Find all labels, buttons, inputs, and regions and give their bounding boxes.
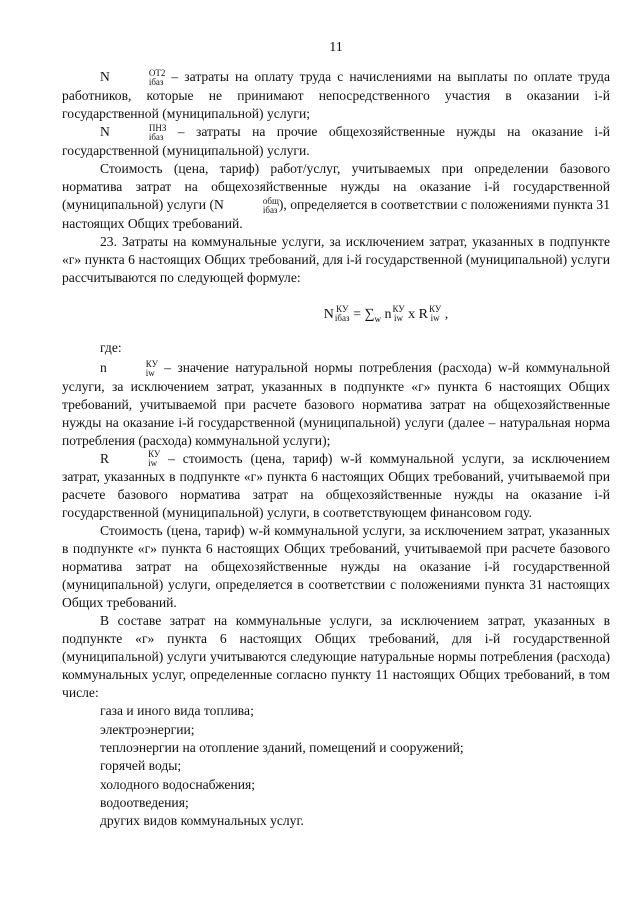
paragraph-23: 23. Затраты на коммунальные услуги, за исключением затрат, указанных в подпункте «г» пункта 6 настоящих Общих требований, для i-й государственной (муниципальной) услуги рассчитываются по следующей формуле: (62, 233, 610, 285)
symbol-base: R (100, 450, 110, 466)
symbol-sup: общ (262, 195, 279, 206)
symbol-base: N (100, 123, 110, 139)
formula-n: n (380, 306, 392, 322)
symbol-n-pnz (100, 122, 167, 142)
paragraph-general-cost (62, 160, 610, 233)
paragraph-text: – затраты на оплату труда с начислениями на выплаты по оплате труда работников, которые не принимают непосредственного участия в оказании i-й государственной (муниципальной) услуги; (62, 69, 610, 121)
where-label: где: (100, 339, 122, 355)
symbol-sub: iбаз (148, 131, 164, 142)
paragraph-text: – затраты на прочие общехозяйственные нужды на оказание i-й государственной (муниципальной) услуги. (62, 123, 610, 158)
symbol-sup: КУ (148, 449, 161, 460)
symbol-sup: КУ (145, 358, 158, 369)
symbol-sup: ПНЗ (148, 122, 167, 133)
symbol-sub: iбаз (262, 204, 278, 215)
list-item: водоотведения; (100, 794, 189, 810)
formula-times: x (404, 306, 419, 322)
paragraph-text: – стоимость (цена, тариф) w-й коммунальной услуги, за исключением затрат, указанных в подпункте «г» пункта 6 настоящих Общих требований, учитываемой при расчете базового норматива затрат на общехозяйственные нужды на оказание i-й государственной (муниципальной) услуги, в соответствующем финансовом году. (62, 450, 610, 521)
page-number: 11 (329, 40, 343, 55)
utility-list (62, 702, 610, 830)
symbol-n-ot2 (100, 67, 166, 87)
formula-end: , (441, 306, 449, 322)
symbol-n-ku (100, 358, 158, 378)
formula-sum-index: w (374, 313, 381, 324)
paragraph-text: – значение натуральной нормы потребления (расхода) w-й коммунальной услуги, за исключением затрат, указанных в подпункте «г» пункта 6 настоящих Общих требований, учитываемой при расчете базового норматива затрат на общехозяйственные нужды на оказание i-й государственной (муниципальной) услуги (далее – натуральная норма потребления (расхода) коммунальной услуги); (62, 359, 610, 448)
formula-utilities (92, 301, 610, 329)
symbol-sub: iw (145, 367, 155, 378)
paragraph-text: Стоимость (цена, тариф) работ/услуг, учитываемых при определении базового норматива затрат на общехозяйственные нужды на оказание i-й государственной (муниципальной) услуги ( (62, 160, 610, 212)
list-item: холодного водоснабжения; (100, 776, 256, 792)
formula-sum-sign: = ∑ (349, 306, 375, 322)
paragraph-ot2-definition (62, 68, 610, 123)
list-item: газа и иного вида топлива; (100, 703, 254, 719)
symbol-sub: iбаз (148, 76, 164, 87)
list-item: электроэнергии; (100, 721, 195, 737)
paragraph-utility-norms: В составе затрат на коммунальные услуги, за исключением затрат, указанных в подпункте «г» пункта 6 настоящих Общих требований, для i-й государственной (муниципальной) услуги учитываются следующие натуральные нормы потребления (расхода) коммунальных услуг, определенные согласно пункту 11 настоящих Общих требований, в том числе: (62, 613, 610, 701)
formula-r: R (418, 306, 428, 322)
list-item: горячей воды; (100, 758, 182, 774)
paragraph-r-definition (62, 450, 610, 523)
symbol-base: n (100, 359, 107, 375)
symbol-n-obsch (214, 195, 279, 215)
symbol-sub: iw (148, 458, 158, 469)
symbol-sup: ОТ2 (148, 67, 166, 78)
symbol-r-ku (100, 449, 161, 469)
symbol-base: N (100, 69, 110, 84)
formula-lhs: N (323, 306, 334, 322)
paragraph-text: ), определяется в соответствии с положениями пункта 31 настоящих Общих требований. (62, 196, 610, 231)
paragraph-n-definition (62, 359, 610, 450)
formula-n-sup: КУ (392, 304, 405, 315)
formula-r-sub: iw (430, 313, 440, 324)
symbol-base: N (214, 196, 224, 212)
list-item: других видов коммунальных услуг. (100, 813, 304, 829)
list-item: теплоэнергии на отопление зданий, помещений и сооружений; (100, 739, 464, 755)
paragraph-pnz-definition (62, 123, 610, 160)
paragraph-utility-cost: Стоимость (цена, тариф) w-й коммунальной услуги, за исключением затрат, указанных в подпункте «г» пункта 6 настоящих Общих требований, учитываемой при расчете базового норматива затрат на общехозяйственные нужды на оказание i-й государственной (муниципальной) услуги, определяется в соответствии с положениями пункта 31 настоящих Общих требований. (62, 523, 610, 611)
formula-lhs-sup: КУ (336, 304, 349, 315)
formula-r-sup: КУ (429, 304, 442, 315)
formula-n-sub: iw (394, 313, 404, 324)
formula-lhs-sub: iбаз (334, 313, 350, 324)
